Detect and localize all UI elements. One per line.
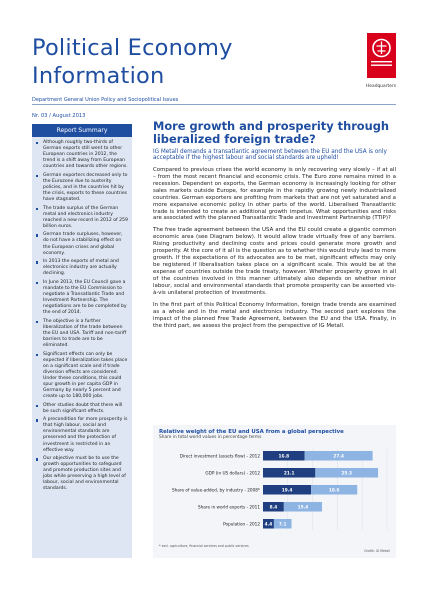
summary-item: German trade surpluses, however, do not have a stabilizing effect on the European crises and global economy. — [36, 232, 128, 256]
article-paragraph: Compared to previous crises the world economy is only recovering very slowly – if at all – from the most recent financial and economic crisis. The Euro zone remains mired in a recession. Dependent on exports, the German economy is increasingly looking for other sales markets outside Europe, for example in the rapidly growing newly industrialized countries. German exporters are profiting from markets that are not yet saturated and a more expansive economic policy in other parts of the world. Liberalised Transatlantic trade is intended to create an additional growth impetus. What opportunities and risks are associated with the planned Transatlantic Trade and Investment Partnership (TTIP)? — [153, 166, 396, 222]
summary-item: The trade surplus of the German metal and electronics industry reached a new record in 2012 of 259 billion euros. — [36, 206, 128, 230]
summary-item: German exporters decreased only to the Eurozone due to austerity policies, and in the countries hit by the crisis, exports to these countries have stagnated. — [36, 173, 128, 203]
chart-source-note: * excl. agriculture, financial services and public services — [159, 544, 249, 548]
chart-plot — [153, 425, 396, 558]
category-label: Population - 2012 — [223, 521, 260, 527]
issue-number: Nr. 03 / August 2013 — [32, 113, 86, 119]
logo-caption: Headquarters — [366, 84, 397, 89]
summary-list — [32, 137, 132, 492]
department-line: Department General Union Policy and Sociopolitical Issues — [32, 97, 179, 103]
data-label: 7.1 — [278, 522, 287, 528]
data-label: 27.4 — [333, 454, 344, 460]
title-line-2: Information — [32, 63, 165, 89]
data-label: 8.4 — [269, 505, 278, 511]
summary-item: Other studies doubt that there will be such significant effects. — [36, 403, 128, 415]
summary-item: Significant effects can only be expected if liberalization takes place on a significant scale and if trade diversion effects are considered. Under these conditions, this could spur growth in per capita GDP in Germany by nearly 5 percent and create up to 180,000 jobs. — [36, 352, 128, 400]
article-paragraph: In the first part of this Political Economy Information, foreign trade trends are examined as a whole and in the metal and electronics industry. The second part explores the impact of the planned Free Trade Agreement, between the EU and the USA. Finally, in the third part, we assess the project from the perspective of IG Metall. — [153, 301, 396, 329]
summary-item: In 2013 the exports of metal and electronics industry are actually declining. — [36, 259, 128, 277]
title-line-1: Political Economy — [32, 35, 233, 61]
eu-usa-weight-chart — [153, 425, 396, 558]
category-label: Share of value-added, by industry - 2008* — [171, 487, 260, 493]
chart-credit: Grafik: IG Metall — [364, 549, 390, 553]
chart-title: Relative weight of the EU and USA from a global perspective — [159, 429, 344, 435]
report-summary-box — [32, 124, 132, 558]
category-label: Share in world exports - 2011 — [197, 504, 260, 510]
summary-item: Our objective must be to use the growth opportunities to safeguard and promote production sites and jobs while preserving a high level of labour, social and environmental standards. — [36, 456, 128, 492]
article-headline: More growth and prosperity through liberalized foreign trade? — [153, 119, 390, 147]
category-label: GDP (in US dollars) - 2012 — [205, 470, 260, 476]
article-paragraph: The free trade agreement between the USA and the EU could create a gigantic common economic area (see Diagram below). It would allow trade virtually free of any barriers. Rising productivity and declining costs and prices could generate more growth and prosperity. At the core of it all is the question as to whether this would truly lead to more growth. If the expectations of its advocates are to be met, significant effects may only be registered if liberalisation takes place on a significant scale. This would be at the expense of countries outside the trade treaty, however. Whether prosperity grows in all of the countries involved in this manner ultimately also depends on whether minor labour, social and environmental standards that promote prosperity can be asserted vis-à-vis unilateral protection of investments. — [153, 227, 396, 296]
page-title — [32, 34, 352, 90]
data-label: 4.4 — [264, 522, 273, 528]
header-divider — [32, 104, 396, 105]
data-label: 16.8 — [278, 454, 290, 460]
summary-item: The objective is a further liberalization of the trade between the EU and USA. Tariff and non-tariff barriers to trade are to be eliminated. — [36, 319, 128, 349]
chart-subtitle: Share in total world values in percentage terms — [159, 435, 262, 440]
data-label: 21.1 — [283, 471, 295, 477]
summary-item: A precondition for more prosperity is that high labour, social and environmental standards are preserved and the protection of investment is restricted in an effective way. — [36, 417, 128, 453]
data-label: 19.4 — [281, 488, 293, 494]
data-label: 18.6 — [328, 488, 340, 494]
category-label: Direct investment (assets flow) - 2012 — [179, 453, 260, 459]
summary-item: Although roughly two-thirds of German exports still went to other European countries in 2012, the trend is a shift away from European countries and towards other regions. — [36, 140, 128, 170]
article-lead: IG Metall demands a transatlantic agreement between the EU and the USA is only acceptable if the highest labour and social standards are upheld! — [153, 148, 387, 162]
article-body — [153, 120, 396, 330]
ig-metall-logo — [367, 33, 396, 78]
summary-item: In June 2013, the EU Council gave a mandate to the EU Commission to negotiate a Transatlantic Trade and Investment Partnership. The negotiations are to be completed by the end of 2014. — [36, 280, 128, 316]
report-summary-heading: Report Summary — [32, 124, 132, 137]
data-label: 25.3 — [341, 471, 353, 477]
data-label: 15.4 — [297, 505, 309, 511]
